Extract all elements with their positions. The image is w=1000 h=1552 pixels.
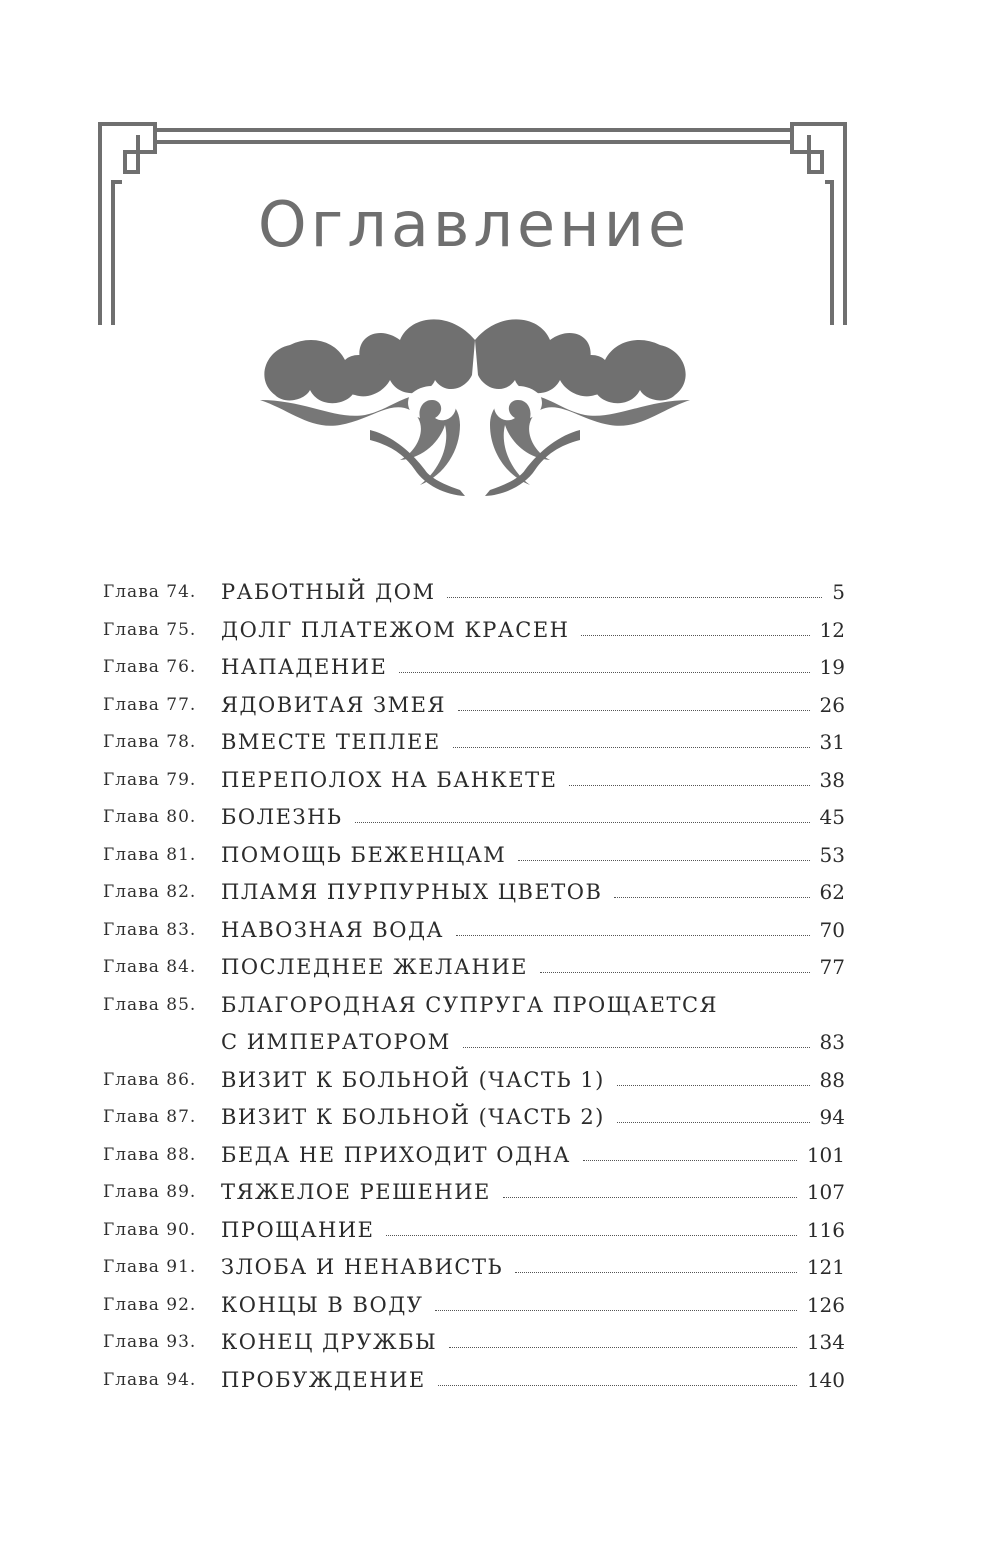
- toc-entry[interactable]: [103, 1139, 845, 1177]
- toc-page-number: 62: [819, 880, 845, 904]
- toc-chapter-title-continued: С ИМПЕРАТОРОМ: [221, 1029, 451, 1054]
- dot-leader: [438, 1385, 797, 1386]
- toc-entry[interactable]: [103, 576, 845, 614]
- toc-entry[interactable]: [103, 1364, 845, 1402]
- toc-chapter-number: Глава 74.: [103, 582, 197, 602]
- toc-chapter-title: ПОМОЩЬ БЕЖЕНЦАМ: [221, 842, 507, 867]
- toc-chapter-title: ПРОБУЖДЕНИЕ: [221, 1367, 426, 1392]
- toc-chapter-number: Глава 89.: [103, 1182, 197, 1202]
- toc-chapter-title: РАБОТНЫЙ ДОМ: [221, 580, 436, 604]
- toc-chapter-number: Глава 80.: [103, 807, 197, 827]
- toc-page-number: 45: [819, 805, 845, 829]
- toc-entry[interactable]: [103, 614, 845, 652]
- toc-chapter-title: КОНЕЦ ДРУЖБЫ: [221, 1330, 438, 1354]
- dot-leader: [518, 860, 809, 861]
- toc-chapter-title: БЛАГОРОДНАЯ СУПРУГА ПРОЩАЕТСЯ: [221, 992, 718, 1017]
- dot-leader: [399, 672, 809, 673]
- table-of-contents: [103, 576, 845, 1401]
- toc-page-number: 101: [806, 1142, 845, 1167]
- toc-page-number: 94: [819, 1105, 845, 1129]
- dot-leader: [617, 1122, 810, 1123]
- toc-chapter-title: ДОЛГ ПЛАТЕЖОМ КРАСЕН: [221, 617, 570, 642]
- toc-chapter-title: ПОСЛЕДНЕЕ ЖЕЛАНИЕ: [221, 955, 528, 979]
- toc-page-number: 77: [819, 955, 845, 979]
- toc-entry[interactable]: [103, 764, 845, 802]
- toc-entry[interactable]: [103, 1214, 845, 1252]
- dot-leader: [453, 747, 810, 748]
- toc-chapter-title: БЕДА НЕ ПРИХОДИТ ОДНА: [221, 1142, 571, 1167]
- toc-chapter-number: Глава 79.: [103, 769, 197, 790]
- page-title: Оглавление: [257, 188, 691, 261]
- toc-chapter-number: Глава 91.: [103, 1257, 197, 1277]
- dot-leader: [614, 897, 809, 898]
- dot-leader: [456, 935, 810, 936]
- dot-leader: [569, 785, 809, 786]
- toc-chapter-number: Глава 88.: [103, 1144, 197, 1165]
- toc-entry[interactable]: [103, 876, 845, 914]
- toc-entry[interactable]: [103, 651, 845, 689]
- toc-entry[interactable]: [103, 839, 845, 877]
- toc-entry[interactable]: [103, 1251, 845, 1289]
- toc-page-number: 83: [819, 1029, 845, 1054]
- toc-page-number: 126: [806, 1292, 845, 1317]
- toc-chapter-title: ВИЗИТ К БОЛЬНОЙ (ЧАСТЬ 1): [221, 1067, 605, 1092]
- toc-entry[interactable]: [103, 951, 845, 989]
- dot-leader: [503, 1197, 797, 1198]
- toc-chapter-title: КОНЦЫ В ВОДУ: [221, 1292, 424, 1317]
- toc-chapter-number: Глава 76.: [103, 657, 197, 677]
- toc-chapter-number: Глава 78.: [103, 732, 197, 752]
- dot-leader: [458, 710, 810, 711]
- dot-leader: [617, 1085, 810, 1086]
- toc-page-number: 70: [819, 917, 845, 942]
- toc-chapter-number: Глава 93.: [103, 1332, 197, 1352]
- dot-leader: [447, 597, 822, 598]
- cloud-ornament-icon: [250, 300, 700, 500]
- toc-chapter-title: НАВОЗНАЯ ВОДА: [221, 917, 444, 942]
- dot-leader: [449, 1347, 797, 1348]
- toc-chapter-number: Глава 81.: [103, 844, 197, 865]
- toc-chapter-number: Глава 87.: [103, 1107, 197, 1127]
- toc-page-number: 140: [806, 1367, 845, 1392]
- toc-chapter-number: Глава 82.: [103, 882, 197, 902]
- toc-page-number: 53: [819, 842, 845, 867]
- toc-page-number: 116: [806, 1217, 845, 1242]
- toc-entry[interactable]: [103, 1101, 845, 1139]
- toc-page-number: 31: [819, 730, 845, 754]
- toc-chapter-number: Глава 77.: [103, 694, 197, 715]
- toc-page-number: 19: [819, 655, 845, 679]
- toc-chapter-number: Глава 92.: [103, 1294, 197, 1315]
- dot-leader: [355, 822, 810, 823]
- toc-chapter-number: Глава 86.: [103, 1069, 197, 1090]
- toc-chapter-title: ПЛАМЯ ПУРПУРНЫХ ЦВЕТОВ: [221, 880, 603, 904]
- toc-page-number: 26: [819, 692, 845, 717]
- dot-leader: [463, 1047, 810, 1048]
- toc-entry[interactable]: [103, 689, 845, 727]
- toc-chapter-number: Глава 75.: [103, 619, 197, 640]
- toc-page-number: 5: [832, 580, 845, 604]
- toc-chapter-title: НАПАДЕНИЕ: [221, 655, 388, 679]
- toc-chapter-title: ЗЛОБА И НЕНАВИСТЬ: [221, 1255, 504, 1279]
- dot-leader: [581, 635, 809, 636]
- dot-leader: [435, 1310, 796, 1311]
- dot-leader: [540, 972, 810, 973]
- toc-entry[interactable]: [103, 989, 845, 1064]
- toc-entry[interactable]: [103, 801, 845, 839]
- toc-chapter-number: Глава 85.: [103, 994, 197, 1015]
- toc-chapter-title: ПРОЩАНИЕ: [221, 1217, 375, 1242]
- toc-entry[interactable]: [103, 914, 845, 952]
- dot-leader: [515, 1272, 797, 1273]
- toc-chapter-number: Глава 83.: [103, 919, 197, 940]
- toc-chapter-title: ВМЕСТЕ ТЕПЛЕЕ: [221, 730, 441, 754]
- toc-chapter-number: Глава 84.: [103, 957, 197, 977]
- toc-chapter-title: БОЛЕЗНЬ: [221, 805, 343, 829]
- toc-chapter-title: ПЕРЕПОЛОХ НА БАНКЕТЕ: [221, 767, 558, 792]
- toc-entry[interactable]: [103, 726, 845, 764]
- toc-chapter-title: ТЯЖЕЛОЕ РЕШЕНИЕ: [221, 1180, 491, 1204]
- toc-entry[interactable]: [103, 1326, 845, 1364]
- toc-entry[interactable]: [103, 1176, 845, 1214]
- toc-entry[interactable]: [103, 1064, 845, 1102]
- toc-page-number: 121: [806, 1255, 845, 1279]
- toc-page-number: 12: [819, 617, 845, 642]
- toc-page-number: 107: [806, 1180, 845, 1204]
- toc-chapter-title: ВИЗИТ К БОЛЬНОЙ (ЧАСТЬ 2): [221, 1105, 605, 1129]
- decorative-frame: [0, 0, 1000, 340]
- toc-chapter-number: Глава 94.: [103, 1369, 197, 1390]
- toc-chapter-title: ЯДОВИТАЯ ЗМЕЯ: [221, 692, 446, 717]
- toc-chapter-number: Глава 90.: [103, 1219, 197, 1240]
- toc-page-number: 38: [819, 767, 845, 792]
- dot-leader: [386, 1235, 796, 1236]
- toc-page-number: 88: [819, 1067, 845, 1092]
- toc-page-number: 134: [806, 1330, 845, 1354]
- dot-leader: [583, 1160, 797, 1161]
- toc-entry[interactable]: [103, 1289, 845, 1327]
